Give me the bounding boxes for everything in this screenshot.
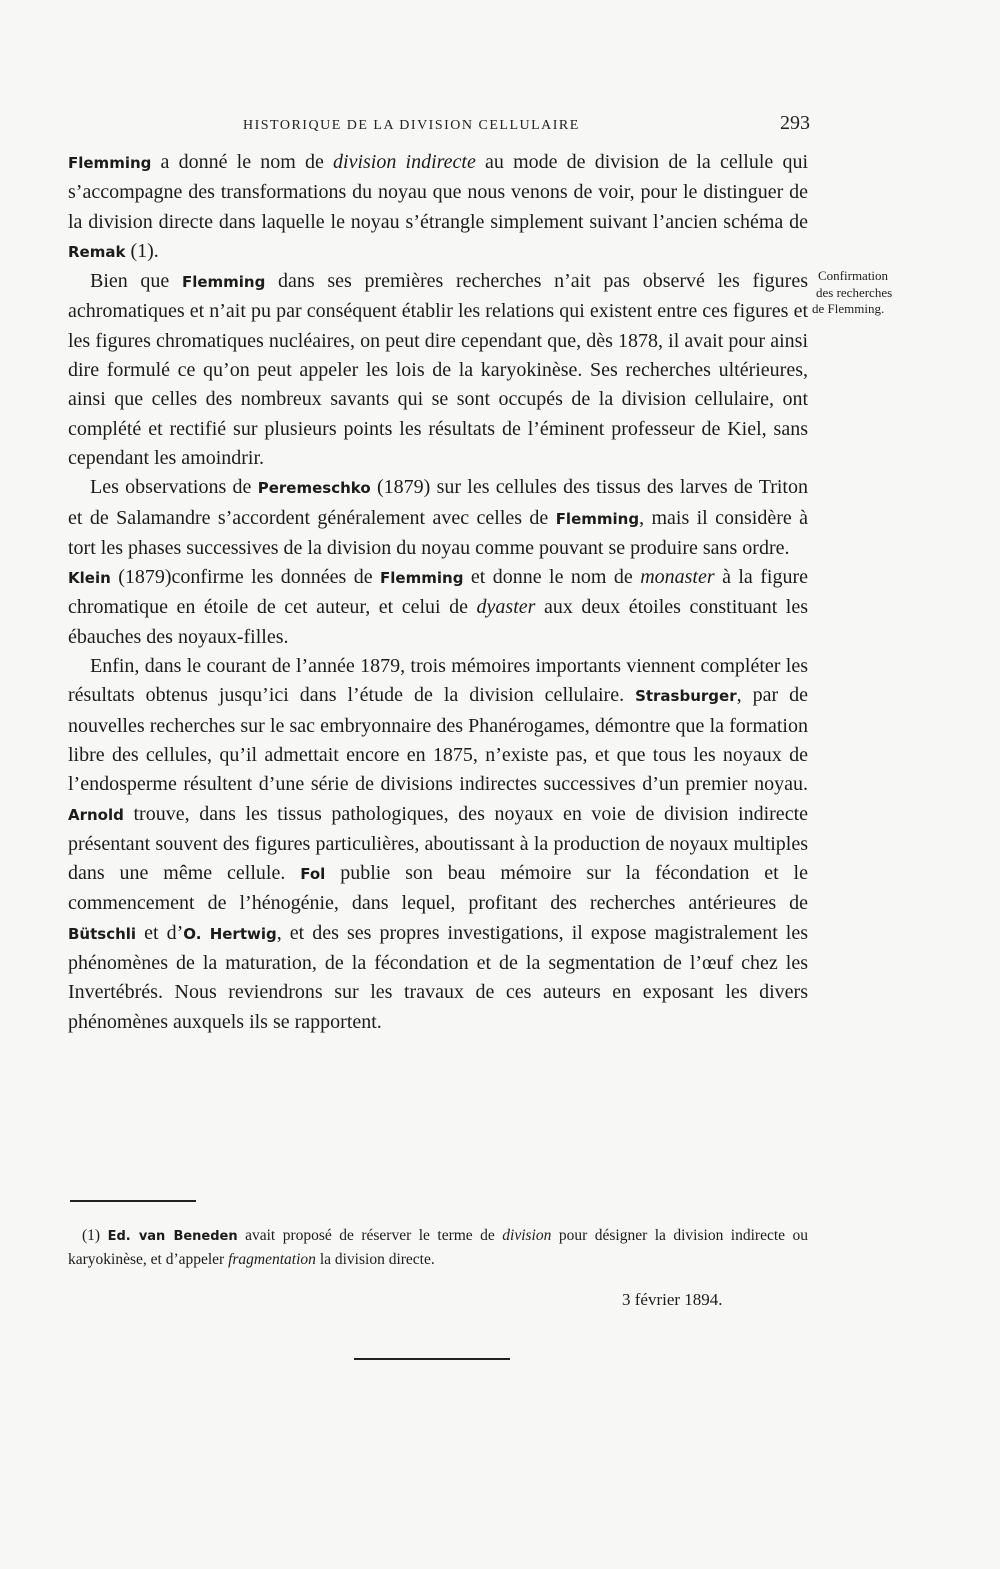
paragraph-2: [68, 267, 808, 473]
text-run: publie son beau mémoire sur la fécondation et le commencement de l’hénogénie, dans lequel, profitant des recherches antérieures de: [68, 862, 808, 915]
text-run: , par de nouvelles recherches sur le sac embryonnaire des Phanérogames, démontre que la formation libre des cellules, qu’il admettait encore en 1875, n’existe pas, et que tous les noyaux de l’endosperme résultent d’une série de divisions indirectes successives d’un premier noyau.: [68, 684, 808, 796]
italic-term: dyaster: [476, 596, 536, 619]
author-name: Ed. van Beneden: [107, 1229, 238, 1244]
author-name: Fol: [300, 865, 326, 884]
text-run: (1).: [125, 239, 159, 262]
text-run: (1879)confirme les données de: [110, 566, 381, 589]
paragraph-5: [68, 652, 808, 1037]
text-run: Bien que: [90, 270, 182, 293]
italic-term: division: [502, 1227, 552, 1244]
author-name: Strasburger: [635, 687, 737, 706]
italic-term: division indirecte: [333, 151, 476, 173]
text-run: Les observations de: [90, 476, 258, 499]
margin-note-line: Confirmation: [818, 268, 889, 283]
text-run: (1879) sur les cellules des tissus des larves de Triton et de Salamandre s’accordent généralement avec celles de: [68, 476, 808, 529]
text-run: , et des ses propres investigations, il expose magistralement les phénomènes de la maturation, de la fécondation et de la segmentation de l’œuf chez les Invertébrés. Nous reviendrons sur les travaux de ces auteurs en exposant les divers phénomènes auxquels ils se rapportent.: [68, 921, 809, 1033]
paragraph-4: [68, 563, 808, 652]
text-run: et donne le nom de: [463, 566, 641, 589]
text-run: dans ses premières recherches n’ait pas observé les figures achromatiques et n’ait pu par conséquent établir les relations qui existent entre ces figures et les figures chromatiques nucléaires, on peut dire cependant que, dès 1878, il avait pour ainsi dire formulé ce qu’on peut appeler les lois de la karyokinèse. Ses recherches ultérieures, ainsi que celles des nombreux savants qui se sont occupés de la division cellulaire, ont complété et rectifié sur plusieurs points les résultats de l’éminent professeur de Kiel, sans cependant les amoindrir.: [68, 270, 808, 469]
text-run: avait proposé de réserver le terme de: [237, 1227, 503, 1244]
body-text: [68, 148, 808, 1037]
author-name: Flemming: [380, 569, 464, 588]
paragraph-1: [68, 148, 808, 267]
text-run: trouve, dans les tissus pathologiques, des noyaux en voie de division indirecte présentant souvent des figures particulières, aboutissant à la production de noyaux multiples dans une même cellule.: [68, 802, 808, 885]
margin-note-line: de Flemming.: [812, 301, 885, 316]
text-run: Enfin, dans le courant de l’année 1879, trois mémoires importants viennent compléter les résultats obtenus jusqu’ici dans l’étude de la division cellulaire.: [68, 655, 808, 707]
author-name: Flemming: [181, 273, 266, 292]
footnote-rule: [70, 1200, 196, 1202]
text-run: et d’: [136, 921, 184, 944]
footnote: [68, 1224, 808, 1271]
text-run: pour désigner la division indirecte ou karyokinèse, et d’appeler: [68, 1227, 808, 1268]
author-name: O. Hertwig: [183, 924, 277, 943]
running-head: [68, 112, 810, 140]
text-run: à la figure chromatique en étoile de cet auteur, et celui de: [68, 566, 808, 619]
author-name: Klein: [68, 569, 111, 588]
text-run: (1): [82, 1227, 108, 1244]
author-name: Flemming: [555, 509, 640, 528]
margin-note: [812, 268, 932, 318]
author-name: Flemming: [68, 154, 152, 172]
running-title: HISTORIQUE DE LA DIVISION CELLULAIRE: [243, 118, 580, 133]
text-run: , mais il considère à tort les phases successives de la division du noyau comme pouvant se produire sans ordre.: [68, 506, 808, 559]
paragraph-3: [68, 473, 808, 563]
margin-note-line: des recherches: [816, 284, 893, 300]
end-rule: [354, 1358, 510, 1360]
text-run: a donné le nom de: [151, 151, 334, 173]
author-name: Bütschli: [68, 924, 137, 943]
author-name: Arnold: [68, 805, 124, 824]
italic-term: fragmentation: [228, 1251, 316, 1268]
italic-term: monaster: [640, 566, 715, 589]
text-run: la division directe.: [315, 1251, 435, 1268]
page-number: 293: [780, 112, 810, 134]
text-run: aux deux étoiles constituant les ébauches des noyaux-filles.: [68, 596, 808, 648]
date-line: 3 février 1894.: [622, 1290, 723, 1309]
text-run: au mode de division de la cellule qui s’accompagne des transformations du noyau que nous venons de voir, pour le distinguer de la division directe dans laquelle le noyau s’étrangle simplement suivant l’ancien schéma de: [68, 151, 809, 233]
author-name: Remak: [68, 242, 126, 261]
author-name: Peremeschko: [257, 479, 371, 498]
